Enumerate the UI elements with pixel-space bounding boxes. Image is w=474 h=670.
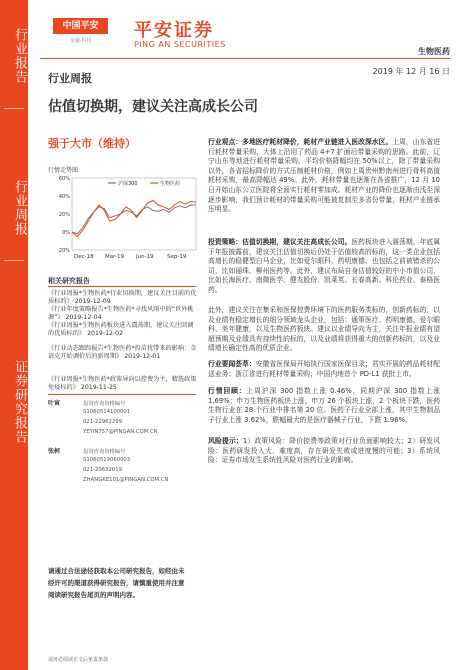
section-market-review [208,387,440,425]
disclaimer-text: 请通过合法途径获取本公司研究报告，如经由未经许可的渠道获得研究报告，请慎重使用并注意阅读研究报告尾页的声明内容。 [48,567,185,599]
price-trend-chart [48,172,200,266]
analyst-line: 投资咨询资格编号 [83,449,126,455]
brand-name-en: PING AN SECURITIES [134,40,226,49]
x-tick-label: Mar-19 [105,254,125,260]
section-label: 行业观点： [208,138,243,146]
section-headline: 估值切换期，建议关注高成长公司。 [242,238,352,246]
sidebar-label-weekly: 行业周报 [12,180,27,236]
y-tick-label: 20% [58,212,70,218]
related-item[interactable]: 《行业年度策略报告*生物医药*寻找风雨中的“世外桃源”》 2019-12-04 [48,306,194,321]
related-item[interactable]: 《行业周报*生物医药*政策导向以控费为主，精选政策免疫标的》 2019-11-25 [48,376,197,391]
related-item[interactable]: 《行业周报*生物医药板块进入震荡期，建议关注回调的优质标的》 2019-12-02 [48,322,194,337]
section-strategy [208,238,440,296]
section-industry-view [208,138,440,215]
section-text: 1）政策风险：降价控费等政策对行业负面影响较大；2）研发风险：医药研发投入大、难度高，存在研发失败或进度慢的可能；3）系统风险：证券市场发生系统性风险对医药行业的影响。 [208,437,441,465]
rating-label: 强于大市（维持） [48,137,136,150]
related-item[interactable]: 《行业动态跟踪报告*生物医药*投苗扰带来的影响：金谙克开始调价后的新周期》 2019-12-01 [48,345,197,360]
analyst-line: S1060519060003 [83,457,131,463]
section-label: 投资策略： [208,238,243,246]
brand-name: 平安证券 [134,20,214,41]
pingan-logo [53,18,108,46]
section-text: 此外，建议关注在集采和医保控费环境下的医药服务类标的，创新药标的，以及业绩有稳定增长的细分领域龙头企业，包括：通策医疗、药明康德、爱尔眼科、美年健康，以及生物医药板块。建议以业绩导向为主，关注年报业绩有望超预期及业绩具有持续性的标的，以及业绩将获得重大的创新药标的，以及业绩增长确定性高的优质企业。 [208,306,440,353]
section-divider [48,286,196,287]
section-risk [208,437,440,466]
analyst-line: 投资咨询资格编号 [83,401,126,407]
series-line [72,201,196,237]
analyst-line: 021-22962299 [83,419,122,425]
section-label: 行业要闻荟萃： [208,360,256,368]
section-text: 医药板块进入震荡期，年底属于年报披露前，建议关注估值切换后仍处于估值较高的标的，这一类企业包括高增长的稳健型白马企业，比如爱尔眼科、药明康德、也包括之前被错杀的公司，比如丽珠、柳州医药等。此外，建议布局自身估值较好的中小市值公司，比如长海医疗、南微医学、健友股份、凯莱英、长春高新、科伦药业、泰格医药。 [208,238,441,294]
sidebar-label-research: 证券研究报告 [12,360,27,444]
section-label: 行情回顾： [208,387,247,395]
analyst-email[interactable]: YEYIN757@PINGAN.COM.CN [83,429,158,435]
section-text: 上周沪深 300 指数上涨 0.46%，同期沪深 300 指数上涨 1.69%；申万生物医药板块上涨，申万 26 个板块上涨，2 个板块下跌，医药生物行业在 28 个行业中排名第 20 位。医药子行业全部上涨，其中生物制品子行业上涨 3.62%，跌幅最大的是医疗器械子行业，下跌 1.96%。 [208,387,440,424]
report-type: 行业周报 [48,72,92,85]
analyst-line: 021-20632019 [83,467,122,473]
section-news [208,360,440,379]
related-item[interactable]: 《行业周报*生物医药*行业切换期，建议关注目前的优质标的》 2019-12-09 [48,290,197,305]
sidebar-divider [4,108,24,109]
y-tick-label: 40% [58,194,70,200]
section-additional [208,306,440,354]
analyst-email[interactable]: ZHANGKE101@PINGAN.COM.CN [83,477,169,483]
section-text: 安徽省医保局开始执行国家医保目录；君实开展的药品耗材配送业务；浙江省进行耗材带量采购；中国内地首个 PD-L1 获批上市。 [208,360,441,378]
section-text: 上周，山东省进行耗材带量采购，大体上沿用了药品 4+7 扩面后带量采购的思路。此前，辽宁山东等地进行耗材带量采购，平均价格降幅均在 50%以上，除了带量采购以外，各省招标降价的方式压制耗材价格，例如上周贵州黔南州进行骨科高值耗材采购，最高降幅达 49%。此外，耗材带量也逐渐在各省推广，12 月 10 日开始山东公立医院将全面实行耗材零加成。耗材产业的降价也逐渐由浅至深逐步影响，我们预计耗材的带量采购可能被复制至多省份带量，耗材产业链承压明显。 [208,138,441,214]
footer-note: 请务必阅读正文后免责条款 [48,657,109,663]
analyst-line: S1060514100001 [83,409,131,415]
legend-label: 沪深300 [118,181,138,187]
logo-sub: 金融·科技 [69,38,92,44]
page-title: 估值切换期，建议关注高成长公司 [48,99,258,115]
x-tick-label: Sep-19 [167,254,187,260]
chart-title: 行情走势图 [48,167,79,174]
related-heading: 相关研究报告 [48,277,90,285]
y-tick-label: 60% [58,176,70,182]
analyst-name: 张柯 [48,448,61,455]
y-tick-label: -20% [57,248,70,254]
series-line [72,205,196,234]
section-divider [48,394,196,395]
y-tick-label: 0% [62,230,70,236]
section-headline: 多地医疗耗材降价，耗材产业链进入医改深水区。 [242,138,393,146]
legend-label: 生物医药 [160,181,181,187]
sidebar-label-industry-report: 行业报告 [12,28,27,84]
x-tick-label: Dec-18 [74,254,94,260]
sidebar [0,0,28,670]
report-date: 2019 年 12 月 16 日 [372,67,450,76]
sidebar-divider [4,260,24,261]
x-tick-label: Jun-19 [136,254,154,260]
analyst-name: 叶寅 [48,400,61,407]
sector-label: 生物医药 [418,47,450,56]
header-divider [40,58,450,59]
logo-text: 中国平安 [53,18,108,34]
section-label: 风险提示： [208,437,243,445]
